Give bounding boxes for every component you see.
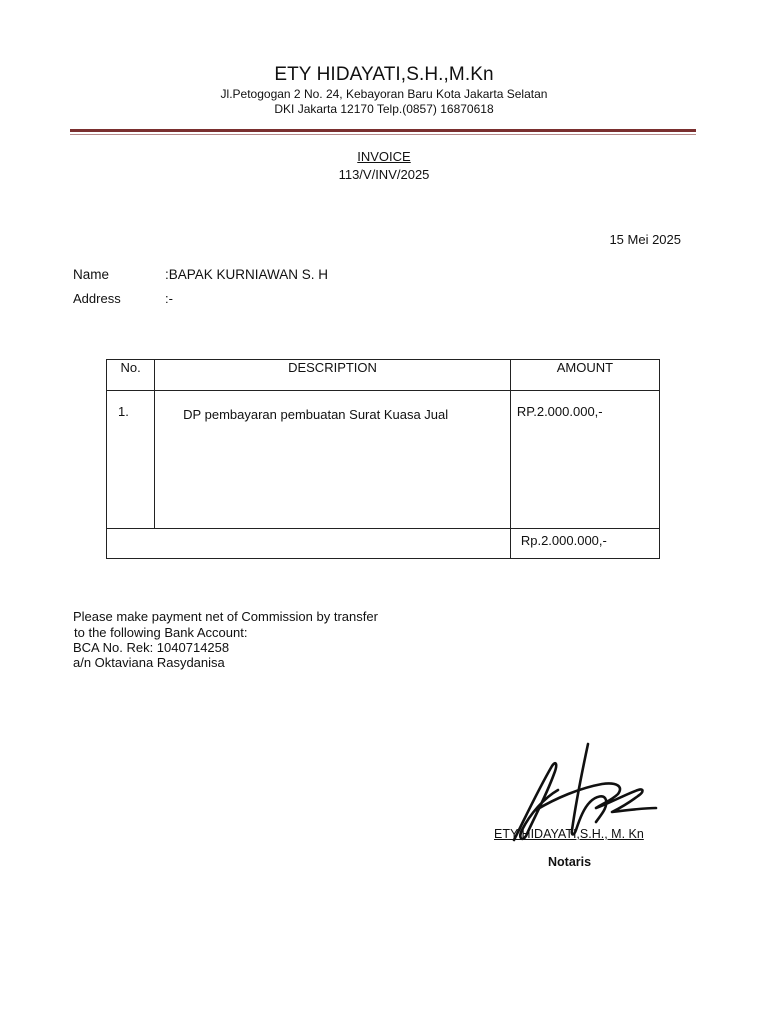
table-total-row xyxy=(107,529,660,559)
payment-instruction-line-1: Please make payment net of Commission by transfer xyxy=(73,609,378,624)
client-address-label: Address xyxy=(73,291,121,306)
row-no: 1. xyxy=(107,391,155,529)
invoice-items-table xyxy=(106,359,660,559)
client-name-label: Name xyxy=(73,267,110,282)
invoice-number: 113/V/INV/2025 xyxy=(338,167,430,182)
client-name-value: :BAPAK KURNIAWAN S. H xyxy=(165,267,329,282)
total-amount: Rp.2.000.000,- xyxy=(510,529,659,559)
header-description: DESCRIPTION xyxy=(155,360,511,391)
header-rule-thick xyxy=(70,129,696,132)
invoice-title: INVOICE xyxy=(357,149,411,164)
signer-name: ETY HIDAYATI,S.H., M. Kn xyxy=(494,827,644,841)
table-row xyxy=(107,391,660,529)
firm-name: ETY HIDAYATI,S.H.,M.Kn xyxy=(274,64,494,85)
bank-account-holder: a/n Oktaviana Rasydanisa xyxy=(73,655,225,670)
table-header-row xyxy=(107,360,660,391)
payment-instruction-line-2: to the following Bank Account: xyxy=(74,625,248,640)
header-amount: AMOUNT xyxy=(510,360,659,391)
firm-address-line-2: DKI Jakarta 12170 Telp.(0857) 16870618 xyxy=(274,102,494,116)
row-description: DP pembayaran pembuatan Surat Kuasa Jual xyxy=(155,391,511,529)
header-no: No. xyxy=(107,360,155,391)
total-spacer xyxy=(107,529,511,559)
client-address-value: :- xyxy=(165,291,173,306)
invoice-date: 15 Mei 2025 xyxy=(609,232,681,247)
signer-title: Notaris xyxy=(548,855,592,869)
firm-address-line-1: Jl.Petogogan 2 No. 24, Kebayoran Baru Kota Jakarta Selatan xyxy=(220,87,548,101)
bank-account-number: BCA No. Rek: 1040714258 xyxy=(73,640,230,655)
row-amount: RP.2.000.000,- xyxy=(510,391,659,529)
header-rule-thin xyxy=(70,134,696,135)
